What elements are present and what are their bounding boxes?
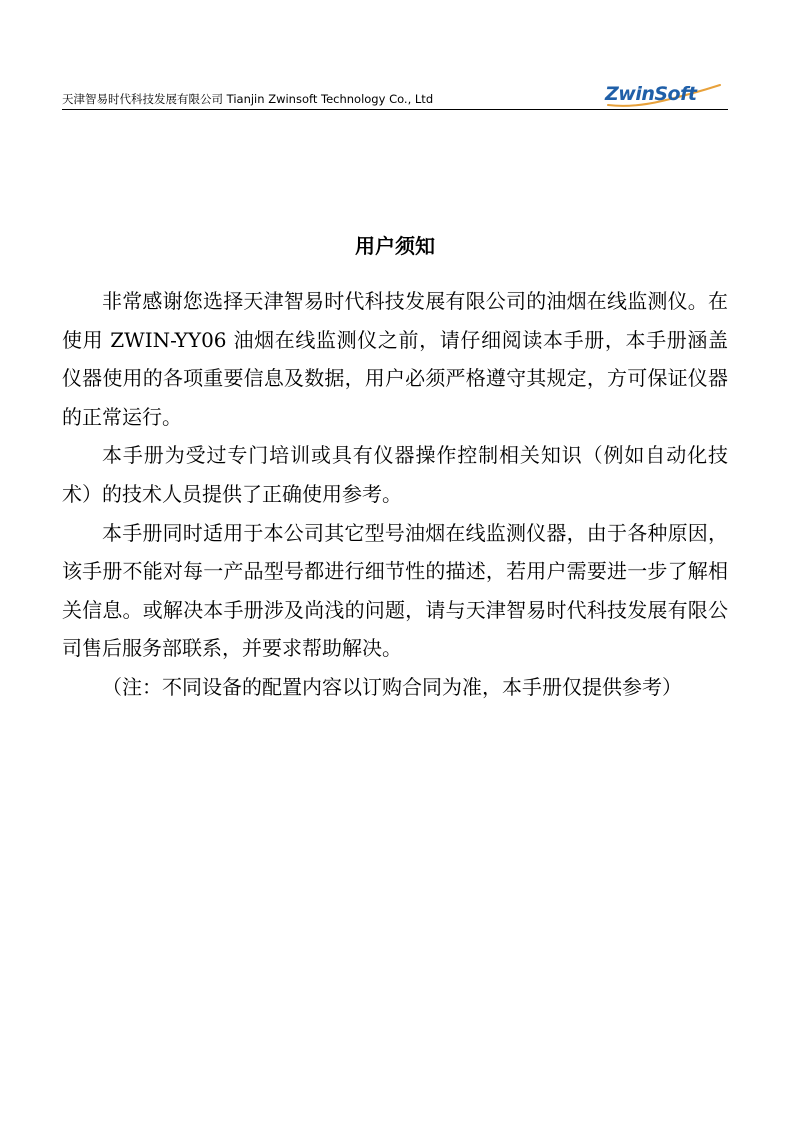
note-paragraph: （注：不同设备的配置内容以订购合同为准，本手册仅提供参考） <box>102 674 682 699</box>
audience-paragraph: 本手册为受过专门培训或具有仪器操作控制相关知识（例如自动化技术）的技术人员提供了正确使用参考。 <box>62 443 728 506</box>
zwinsoft-logo <box>602 81 726 107</box>
company-name: 天津智易时代科技发展有限公司 Tianjin Zwinsoft Technology Co., Ltd <box>62 92 434 106</box>
intro-paragraph: 非常感谢您选择天津智易时代科技发展有限公司的油烟在线监测仪。在使用 ZWIN-YY06 油烟在线监测仪之前，请仔细阅读本手册，本手册涵盖仪器使用的各项重要信息及数据，用户必须严格遵守其规定，方可保证仪器的正常运行。 <box>62 289 728 429</box>
applicability-paragraph: 本手册同时适用于本公司其它型号油烟在线监测仪器，由于各种原因，该手册不能对每一产品型号都进行细节性的描述，若用户需要进一步了解相关信息。或解决本手册涉及尚浅的问题，请与天津智易时代科技发展有限公司售后服务部联系，并要求帮助解决。 <box>62 520 728 661</box>
document-body <box>62 282 728 707</box>
svg-text:ZwinSoft: ZwinSoft <box>605 83 697 105</box>
document-title: 用户须知 <box>355 234 435 258</box>
page-header <box>62 80 728 110</box>
header-divider <box>62 109 728 111</box>
